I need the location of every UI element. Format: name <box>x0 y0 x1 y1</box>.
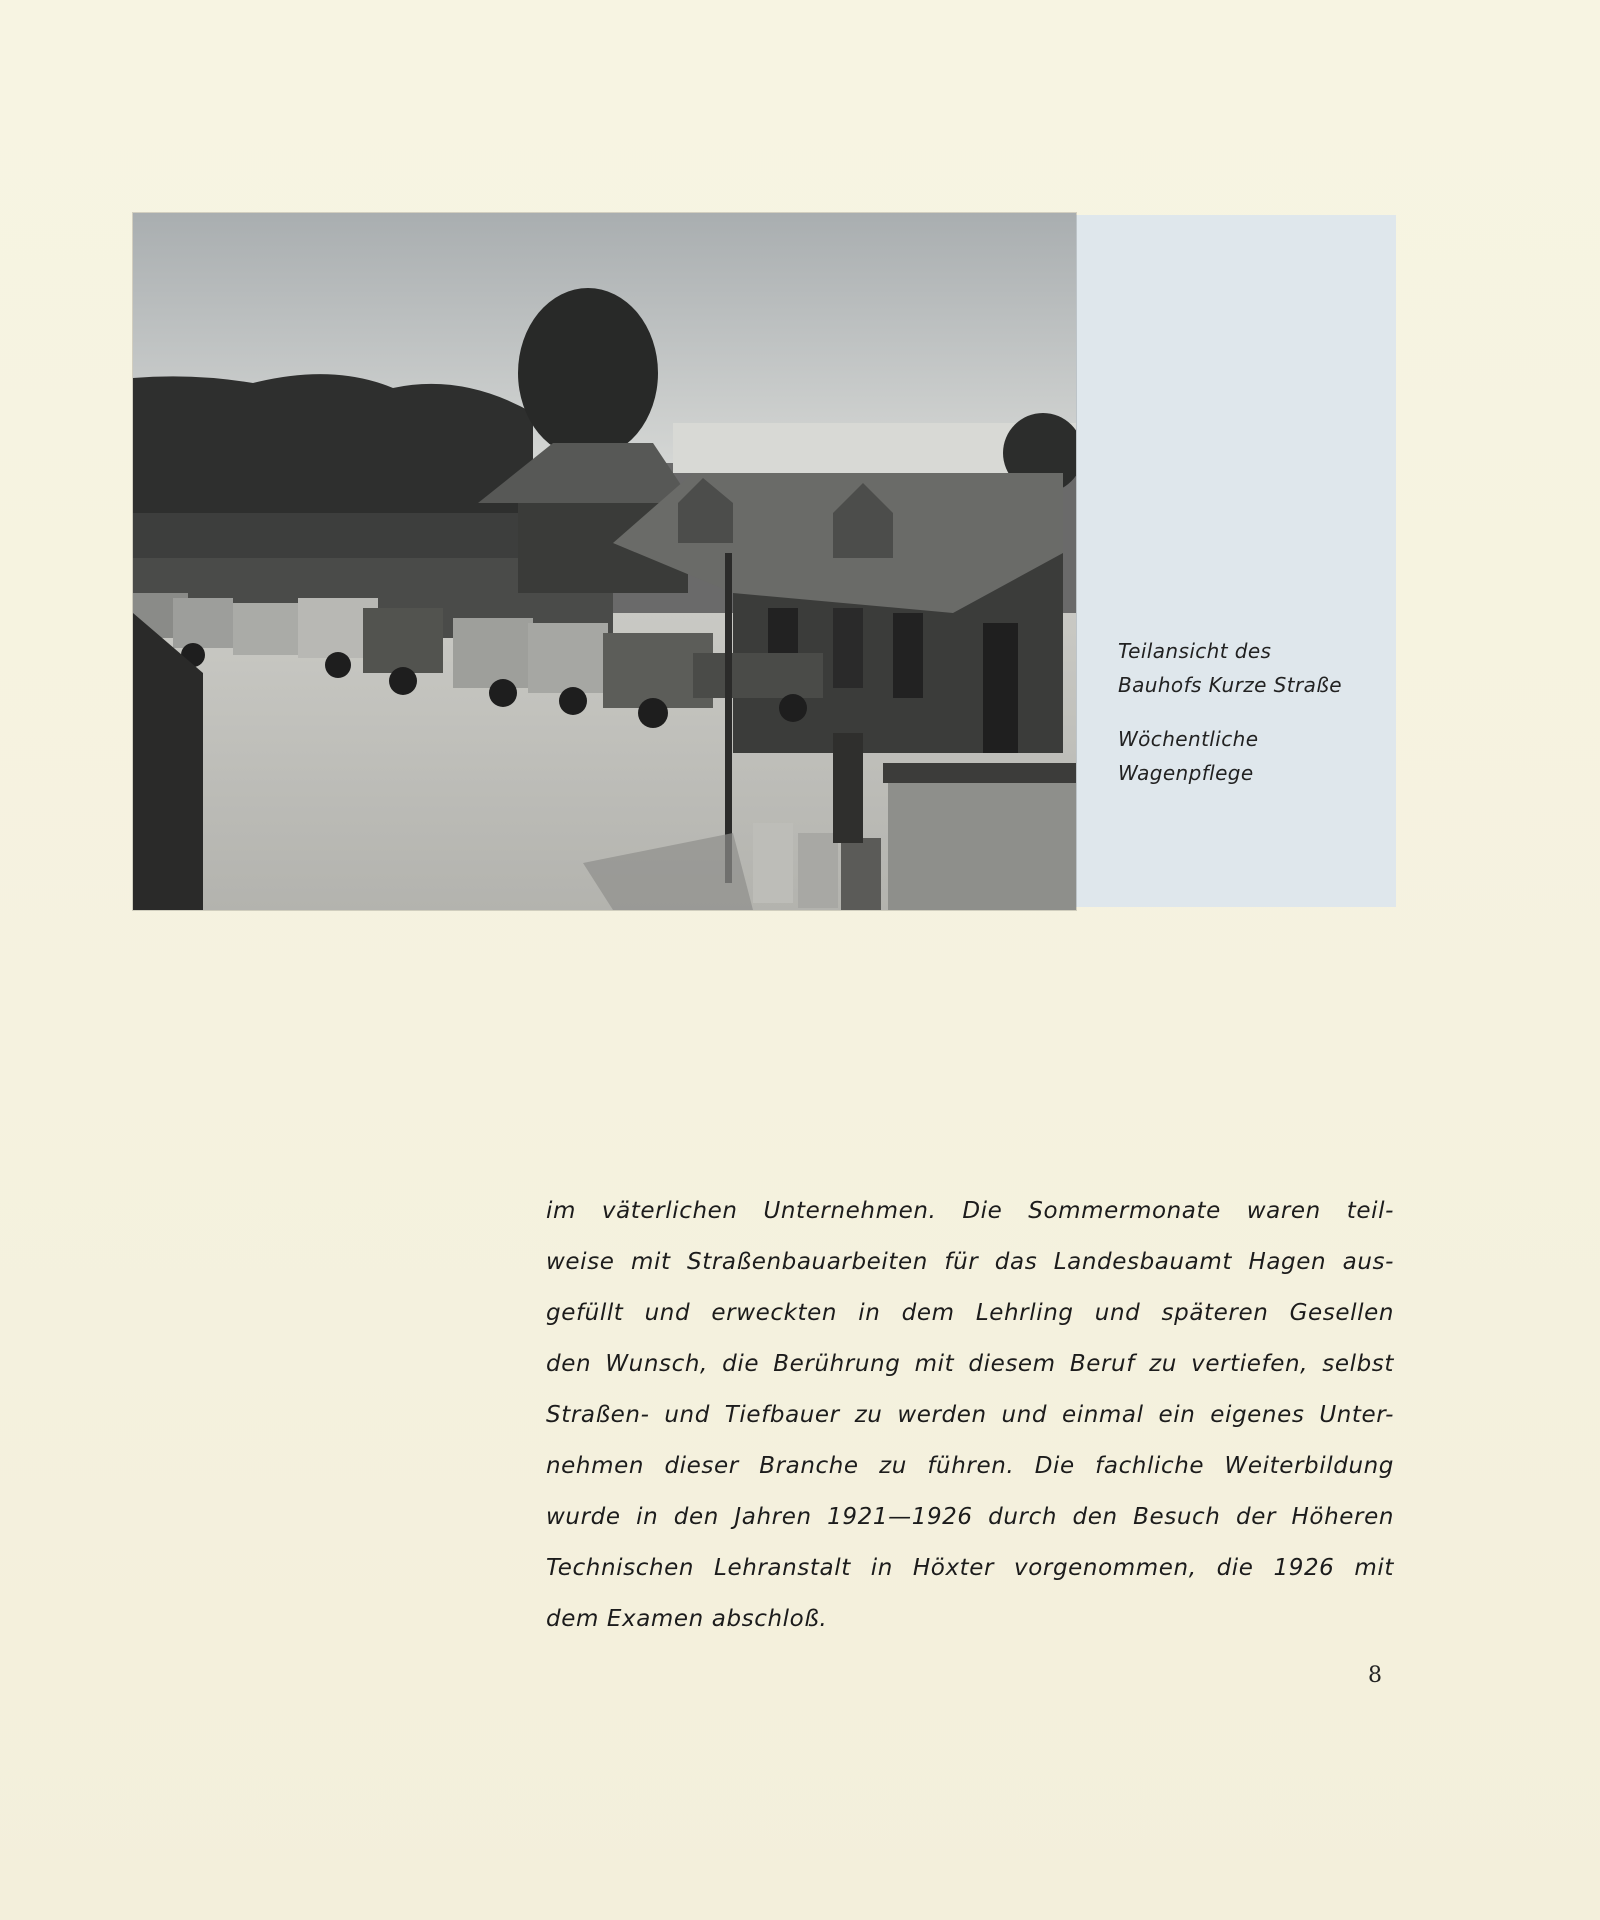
body-line: im väterlichen Unternehmen. Die Sommermonate waren teil- <box>546 1198 1394 1224</box>
page-number: 8 <box>1368 1663 1382 1688</box>
caption-2 <box>1118 722 1388 790</box>
body-line: Technischen Lehranstalt in Höxter vorgenommen, die 1926 mit <box>546 1555 1394 1581</box>
door-3 <box>893 613 923 698</box>
body-line: den Wunsch, die Berührung mit diesem Beruf zu vertiefen, selbst <box>546 1351 1394 1377</box>
body-line: wurde in den Jahren 1921—1926 durch den Besuch der Höheren <box>546 1504 1394 1530</box>
caption-1-line-1: Teilansicht des <box>1118 639 1272 663</box>
body-line: dem Examen abschloß. <box>546 1606 828 1632</box>
large-tree <box>518 288 658 458</box>
body-paragraph <box>546 1186 1394 1645</box>
photo-illustration <box>133 213 1076 910</box>
small-shed-roof <box>883 763 1076 783</box>
body-line: weise mit Straßenbauarbeiten für das Landesbauamt Hagen aus- <box>546 1249 1394 1275</box>
caption-1 <box>1118 634 1388 702</box>
caption-2-line-1: Wöchentliche <box>1118 727 1259 751</box>
body-line: Straßen- und Tiefbauer zu werden und einmal ein eigenes Unter- <box>546 1402 1394 1428</box>
door-4 <box>983 623 1018 753</box>
body-line: nehmen dieser Branche zu führen. Die fachliche Weiterbildung <box>546 1453 1394 1479</box>
small-shed <box>888 773 1076 910</box>
photo-captions <box>1118 634 1388 810</box>
body-line: gefüllt und erweckten in dem Lehrling und späteren Gesellen <box>546 1300 1394 1326</box>
caption-2-line-2: Wagenpflege <box>1118 761 1254 785</box>
photograph-construction-yard <box>133 213 1076 910</box>
caption-1-line-2: Bauhofs Kurze Straße <box>1118 673 1342 697</box>
door-2 <box>833 608 863 688</box>
